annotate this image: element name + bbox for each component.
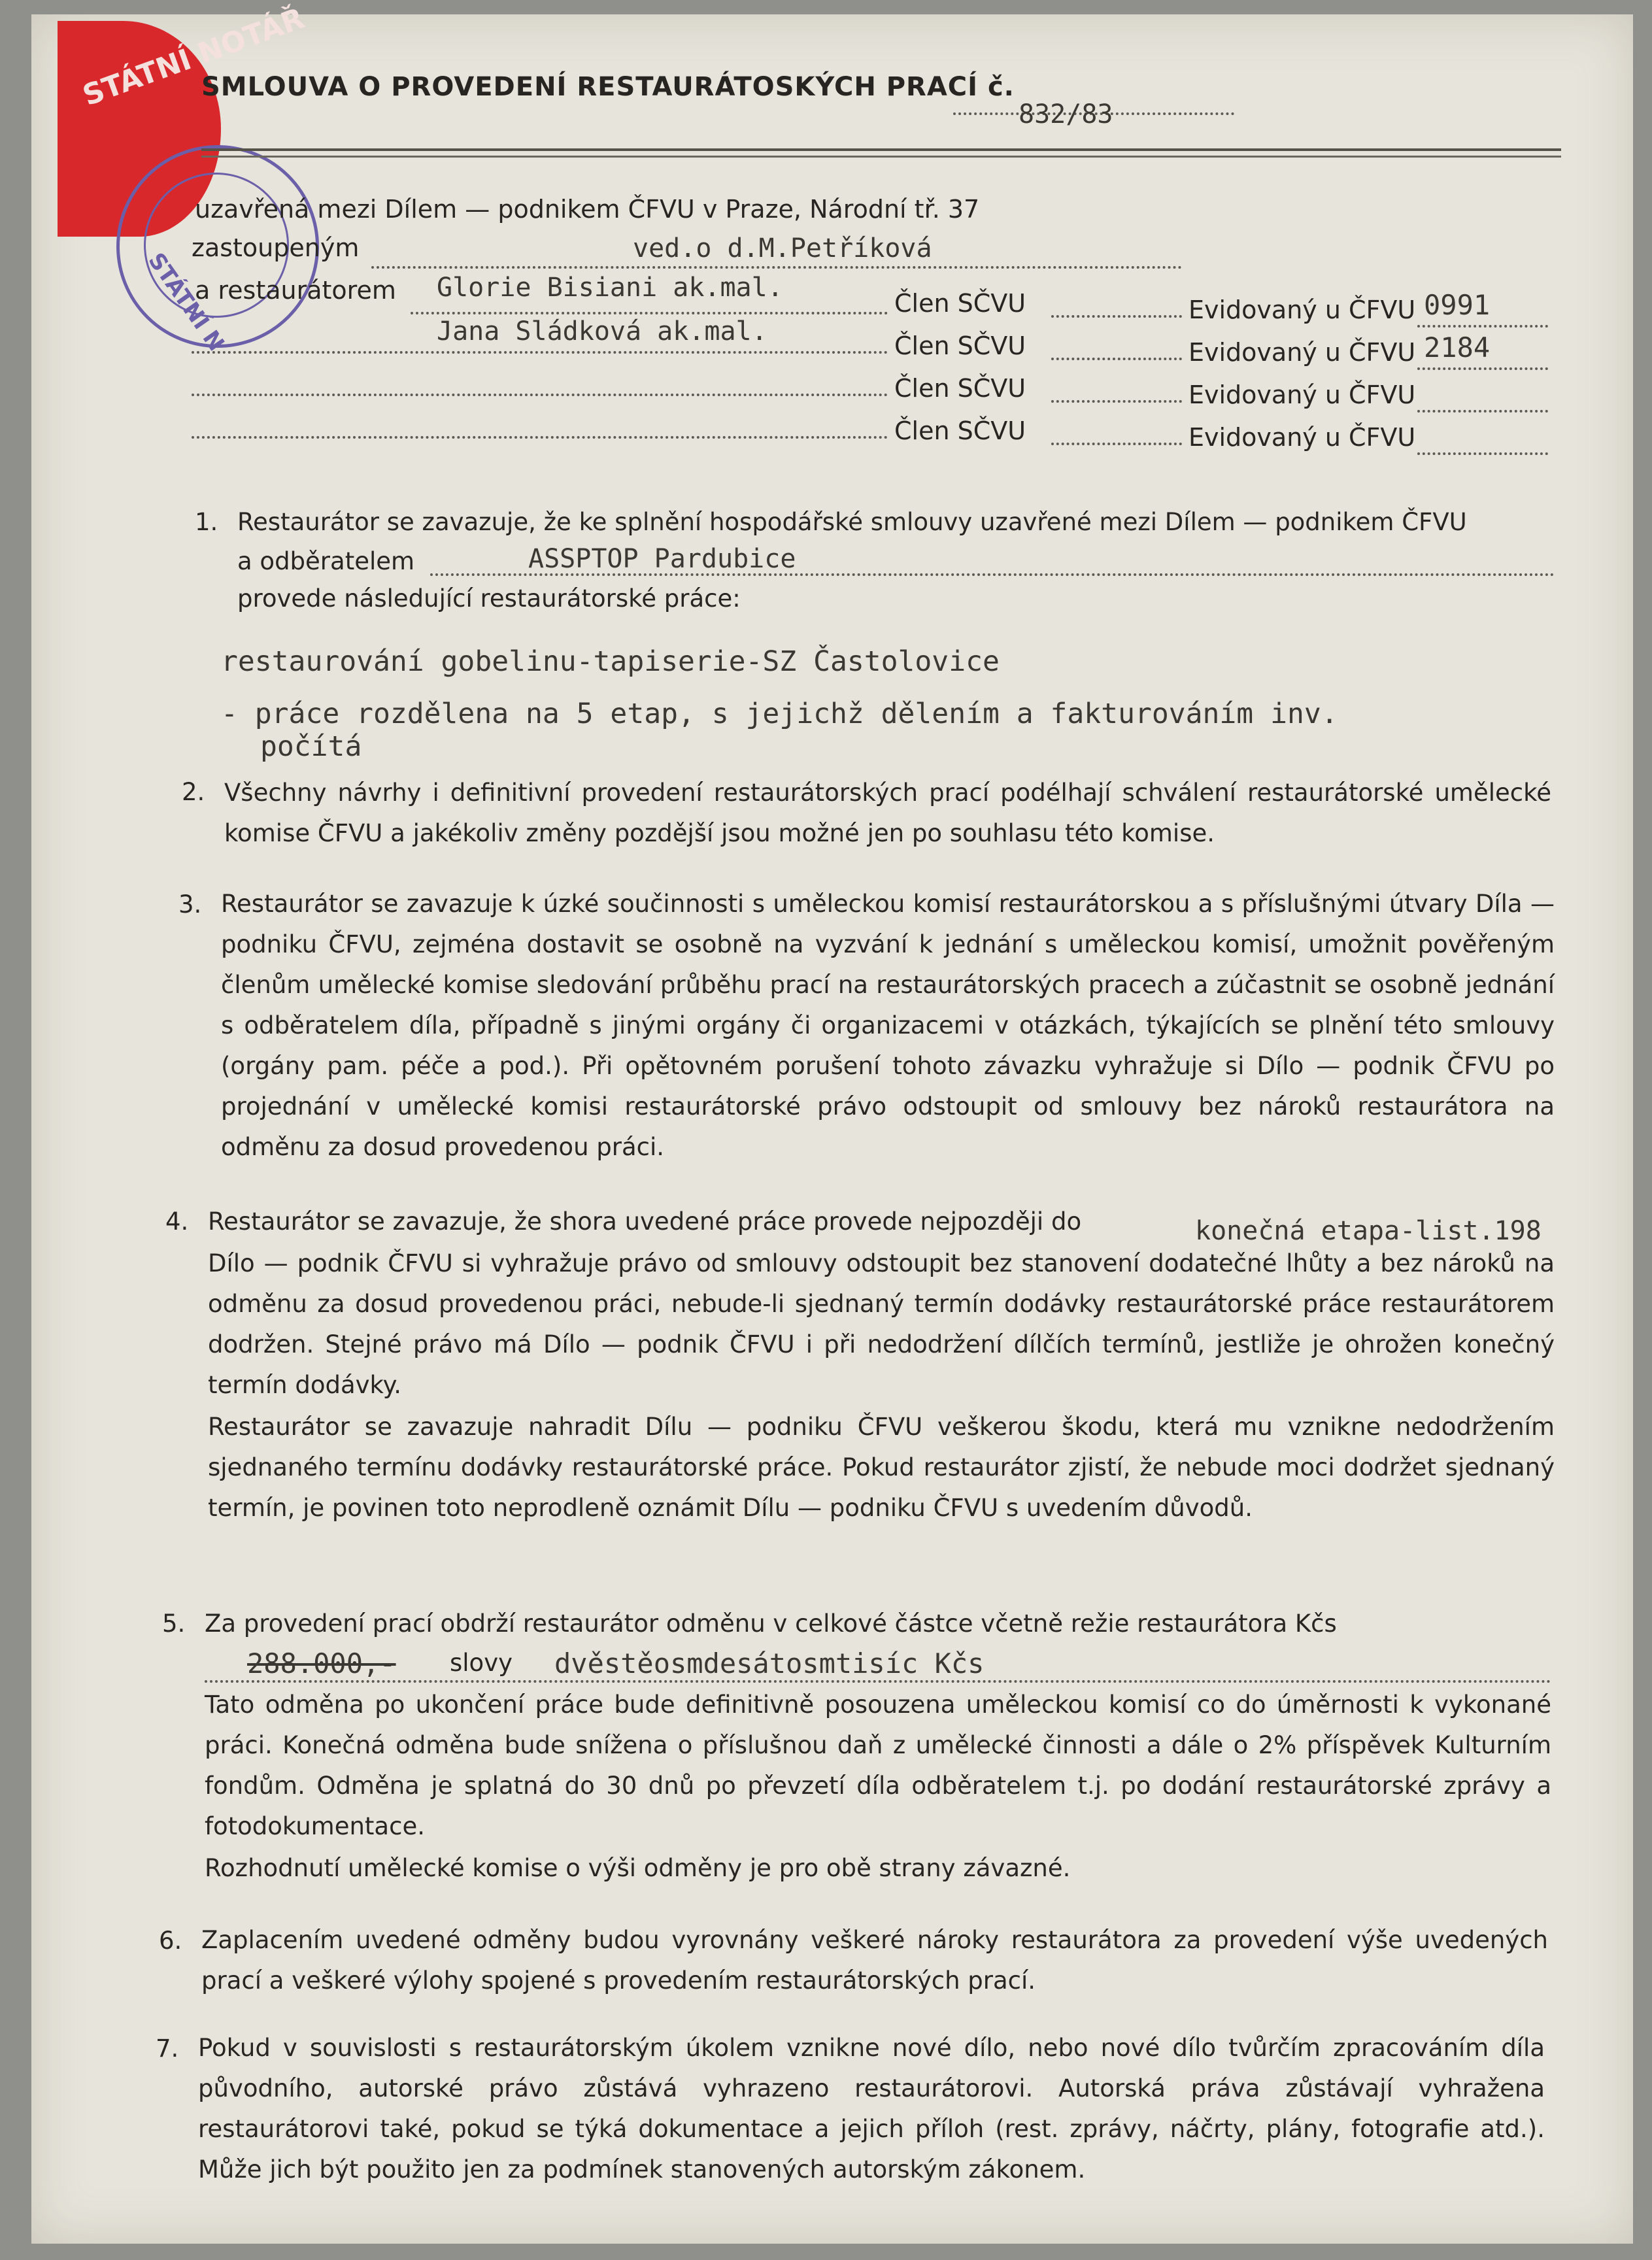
amount-words-label: slovy <box>450 1649 513 1677</box>
row1-name-line <box>411 312 888 314</box>
parties-line: uzavřená mezi Dílem — podnikem ČFVU v Praze, Národní tř. 37 <box>195 195 980 224</box>
row4-reg-line <box>1417 452 1548 455</box>
clause-3-text: Restaurátor se zavazuje k úzké součinnosti s uměleckou komisí restaurátorskou a s příslušnými útvary Díla — podniku ČFVU, zejména dostavit se osobně na vyzvání k jednání s uměleckou komisí, umožnit pověřeným členům umělecké komise sledování průběhu prací na restaurátorských pracech a zúčastnit se osobně jednání s odběratelem díla, případně s jinými orgány či organizacemi v otázkách, týkajících se plnění této smlouvy (orgány pam. péče a pod.). Při opětovném porušení tohoto závazku vyhražuje si Dílo — podnik ČFVU po projednání v umělecké komisi restaurátorské právo odstoupit od smlouvy bez nároků restaurátora na odměnu za dosud provedenou práci. <box>221 890 1555 1161</box>
clause-1-text-c: provede následující restaurátorské práce: <box>237 584 741 613</box>
member-label-4: Člen SČVU <box>894 416 1026 445</box>
contract-number: 832/83 <box>1019 99 1113 129</box>
row2-member-line <box>1051 358 1182 360</box>
row2-reg-line <box>1417 367 1548 370</box>
clause-1-number: 1. <box>195 508 218 536</box>
amount-value: 288.000,- <box>247 1647 396 1679</box>
clause-4-text-2: Restaurátor se zavazuje nahradit Dílu — podniku ČFVU veškerou škodu, která mu vznikne nedodržením sjednaného termínu dodávky restaurátorské práce. Pokud restaurátor zjistí, že nebude moci dodržet sjednaný termín, je povinen toto neprodleně oznámit Dílu — podniku ČFVU s uvedením důvodů. <box>208 1413 1555 1522</box>
registered-2-number: 2184 <box>1424 331 1491 363</box>
clause-5-number: 5. <box>162 1610 186 1638</box>
clause-2-text: Všechny návrhy i definitivní provedení restaurátorských prací podélhají schválení restaurátorské umělecké komise ČFVU a jakékoliv změny pozdější jsou možné jen po souhlasu této komise. <box>224 779 1551 847</box>
amount-words: dvěstěosmdesátosmtisíc Kčs <box>554 1647 985 1679</box>
header-rule-bottom <box>201 156 1561 158</box>
clause-5-text: Tato odměna po ukončení práce bude definitivně posouzena uměleckou komisí co do úměrnosti k vykonané práci. Konečná odměna bude snížena o příslušnou daň z umělecké činnosti a dále o 2% příspěvek Kulturním fondům. Odměna je splatná do 30 dnů po převzetí díla odběratelem t.j. po dodání restaurátorské zprávy a fotodokumentace. <box>205 1691 1551 1840</box>
clause-4-number: 4. <box>165 1207 189 1236</box>
row3-reg-line <box>1417 410 1548 413</box>
registered-label-1: Evidovaný u ČFVU <box>1188 295 1416 324</box>
member-label-3: Člen SČVU <box>894 374 1026 403</box>
clause-7-text: Pokud v souvislosti s restaurátorským úkolem vznikne nové dílo, nebo nové dílo tvůrčím zpracováním díla původního, autorské právo zůstává vyhrazeno restaurátorovi. Autorská práva zůstávají vyhražena restaurátorovi také, pokud se týká dokumentace a jejich příloh (rest. zprávy, náčrty, plány, fotografie atd.). Může jich být použito jen za podmínek stanovených autorským zákonem. <box>198 2034 1545 2184</box>
header-rule-top <box>201 148 1561 151</box>
clause-7-number: 7. <box>156 2034 179 2063</box>
clause-5-lead: Za provedení prací obdrží restaurátor odměnu v celkové částce včetně režie restaurátora Kčs <box>205 1610 1337 1638</box>
clause-4-text: Dílo — podnik ČFVU si vyhražuje právo od smlouvy odstoupit bez stanovení dodatečné lhůty a bez nároků na odměnu za dosud provedenou práci, nebude-li sjednaný termín dodávky restaurátorské práce restaurátorem dodržen. Stejné právo má Dílo — podnik ČFVU i při nedodržení dílčích termínů, jestliže je ohrožen konečný termín dodávky. <box>208 1249 1555 1399</box>
registered-label-4: Evidovaný u ČFVU <box>1188 423 1416 452</box>
represented-label: zastoupeným <box>192 233 360 262</box>
row3-member-line <box>1051 400 1182 403</box>
client-name: ASSPTOP Pardubice <box>528 544 796 574</box>
work-description-1: restaurování gobelinu-tapiserie-SZ Častolovice <box>221 645 1000 678</box>
clause-4-lead: Restaurátor se zavazuje, že shora uvedené práce provede nejpozději do <box>208 1207 1082 1236</box>
red-seal-text: STÁTNÍ NOTÁŘ <box>78 1 309 113</box>
row4-member-line <box>1051 443 1182 445</box>
represented-value: ved.o d.M.Petříková <box>633 233 932 263</box>
amount-line <box>205 1680 1551 1683</box>
clause-6-text: Zaplacením uvedené odměny budou vyrovnány veškeré nároky restaurátora za provedení výše uvedených prací a veškeré výlohy spojené s provedením restaurátorských prací. <box>201 1926 1548 1995</box>
deadline-value: konečná etapa-list.198 <box>1195 1216 1542 1246</box>
document-title: SMLOUVA O PROVEDENÍ RESTAURÁTOSKÝCH PRACÍ č. <box>201 72 1015 102</box>
work-description-2: - práce rozdělena na 5 etap, s jejichž dělením a fakturováním inv. <box>221 698 1338 730</box>
violet-stamp-text: STÁTNÍ N <box>143 248 229 356</box>
row1-reg-line <box>1417 325 1548 328</box>
clause-1-text-b: a odběratelem <box>237 547 415 575</box>
row2-name-line <box>192 351 888 354</box>
clause-1-text-a: Restaurátor se zavazuje, že ke splnění hospodářské smlouvy uzavřené mezi Dílem — podnikem ČFVU <box>237 508 1467 536</box>
clause-5-text-2: Rozhodnutí umělecké komise o výši odměny je pro obě strany závazné. <box>205 1854 1071 1882</box>
registered-1-number: 0991 <box>1424 289 1491 321</box>
document-page <box>31 1 1633 2244</box>
row4-name-line <box>192 436 888 439</box>
row3-name-line <box>192 394 888 396</box>
clause-3-number: 3. <box>178 890 202 919</box>
restorer-2-name: Jana Sládková ak.mal. <box>437 316 767 346</box>
work-description-3: počítá <box>260 730 362 763</box>
registered-label-2: Evidovaný u ČFVU <box>1188 338 1416 367</box>
member-label-1: Člen SČVU <box>894 289 1026 318</box>
clause-2-number: 2. <box>182 778 205 806</box>
clause-6-number: 6. <box>159 1927 182 1955</box>
restorer-1-name: Glorie Bisiani ak.mal. <box>437 273 783 303</box>
row1-member-line <box>1051 315 1182 318</box>
represented-line <box>371 266 1182 269</box>
member-label-2: Člen SČVU <box>894 331 1026 360</box>
restorer-label: a restaurátorem <box>195 276 396 305</box>
registered-label-3: Evidovaný u ČFVU <box>1188 380 1416 409</box>
